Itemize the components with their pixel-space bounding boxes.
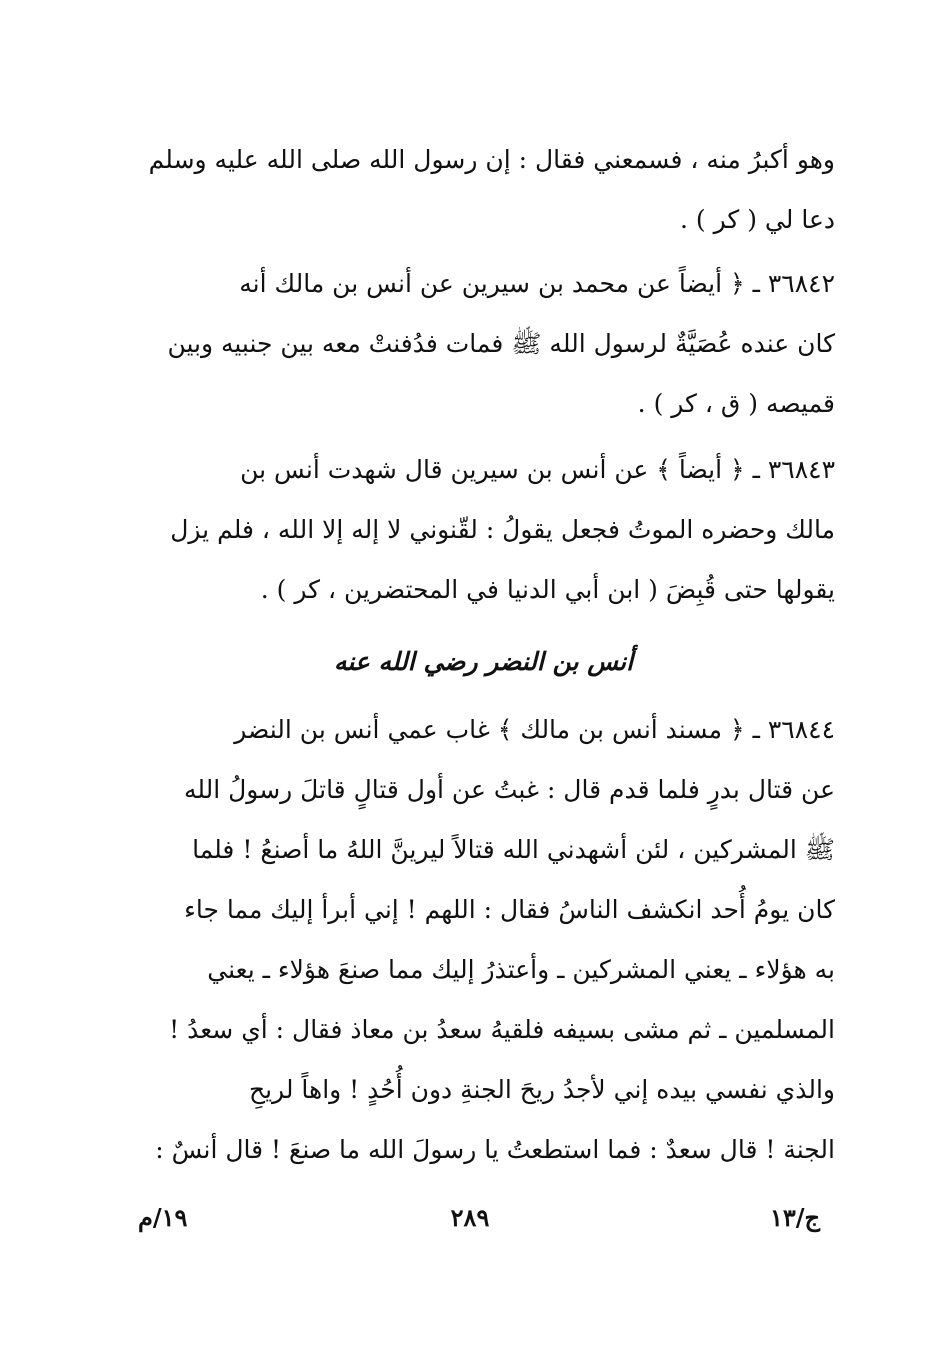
text-line: به هؤلاء ـ يعني المشركين ـ وأعتذرُ إليك مما صنعَ هؤلاء ـ يعني: [207, 955, 835, 984]
paragraph-3: [132, 440, 835, 620]
text-line: عن قتال بدرٍ فلما قدم قال : غبتُ عن أول قتالٍ قاتلَ رسولُ الله: [183, 775, 835, 804]
text-line: ٣٦٨٤٢ ـ ﴿ أيضاً عن محمد بن سيرين عن أنس بن مالك أنه: [239, 269, 835, 298]
text-line: مالك وحضره الموتُ فجعل يقولُ : لقّنوني لا إله إلا الله ، فلم يزل: [170, 515, 835, 544]
text-line: ٣٦٨٤٣ ـ ﴿ أيضاً ﴾ عن أنس بن سيرين قال شهدت أنس بن: [240, 455, 835, 484]
text-line: وهو أكبرُ منه ، فسمعني فقال : إن رسول الله صلى الله عليه وسلم: [148, 145, 835, 174]
text-line: الجنة ! قال سعدٌ : فما استطعتُ يا رسولَ الله ما صنعَ ! قال أنسٌ :: [155, 1135, 835, 1164]
volume-mark: ج/١٣: [769, 1203, 820, 1232]
text-line: كان يومُ أُحد انكشف الناسُ فقال : اللهم ! إني أبرأ إليك مما جاء: [184, 895, 835, 924]
page-number: ٢٨٩: [450, 1203, 490, 1232]
paragraph-2: [132, 254, 835, 434]
section-heading: أنس بن النضر رضي الله عنه: [333, 647, 634, 676]
text-line: والذي نفسي بيده إني لأجدُ ريحَ الجنةِ دون أُحُدٍ ! واهاً لريحِ: [248, 1075, 835, 1104]
text-line: قميصه ( ق ، كر ) .: [637, 389, 835, 418]
text-line: يقولها حتى قُبِضَ ( ابن أبي الدنيا في المحتضرين ، كر ) .: [260, 575, 835, 604]
text-line: دعا لي ( كر ) .: [679, 205, 835, 234]
text-line: كان عنده عُصَيَّةٌ لرسول الله ﷺ فمات فدُفنتْ معه بين جنبيه وبين: [167, 329, 835, 358]
footer-signature-mark: ١٩/م: [138, 1203, 188, 1232]
paragraph-1: [132, 130, 835, 250]
paragraph-4: [132, 700, 835, 1180]
text-line: ٣٦٨٤٤ ـ ﴿ مسند أنس بن مالك ﴾ غاب عمي أنس بن النضر: [234, 715, 835, 744]
text-line: ﷺ المشركين ، لئن أشهدني الله قتالاً ليرينَّ اللهُ ما أصنعُ ! فلما: [192, 835, 835, 864]
text-line: المسلمين ـ ثم مشى بسيفه فلقيهُ سعدُ بن معاذ فقال : أي سعدُ !: [169, 1015, 835, 1044]
